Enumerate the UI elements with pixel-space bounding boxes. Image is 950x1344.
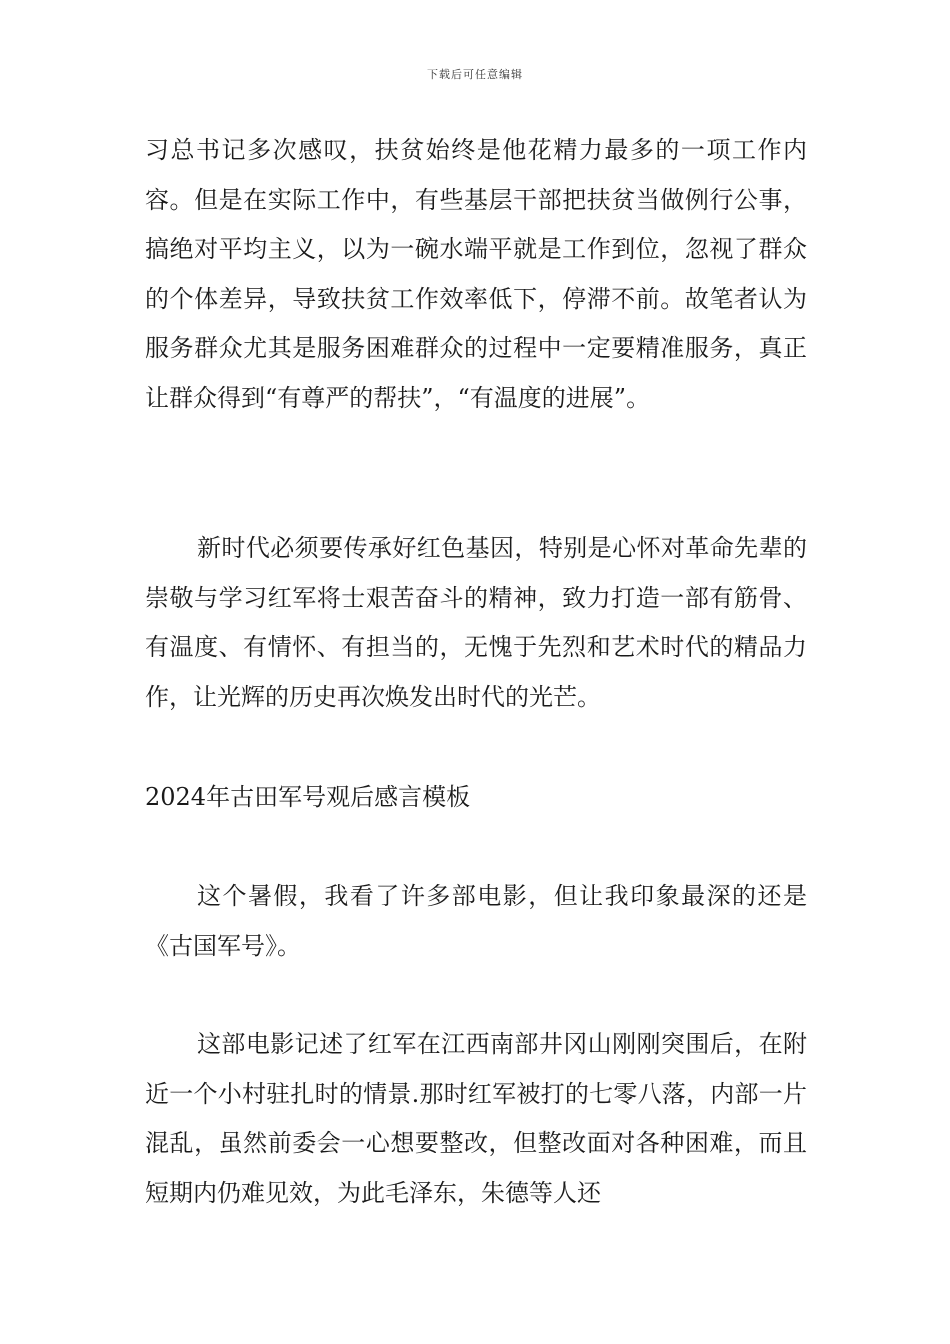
paragraph-1: 习总书记多次感叹，扶贫始终是他花精力最多的一项工作内容。但是在实际工作中，有些基层干部把扶贫当做例行公事，搞绝对平均主义，以为一碗水端平就是工作到位，忽视了群众的个体差异，导致扶贫工作效率低下，停滞不前。故笔者认为服务群众尤其是服务困难群众的过程中一定要精准服务，真正让群众得到“有尊严的帮扶”，“有温度的进展”。	[145, 136, 807, 412]
paragraph-2: 新时代必须要传承好红色基因，特别是心怀对革命先辈的崇敬与学习红军将士艰苦奋斗的精神，致力打造一部有筋骨、有温度、有情怀、有担当的，无愧于先烈和艺术时代的精品力作，让光辉的历史再次焕发出时代的光芒。	[145, 534, 807, 711]
page-header-note: 下载后可任意编辑	[427, 68, 523, 81]
paragraph-3: 这个暑假，我看了许多部电影，但让我印象最深的还是《古国军号》。	[145, 882, 807, 960]
section-title: 2024年古田军号观后感言模板	[145, 783, 471, 811]
paragraph-4: 这部电影记述了红军在江西南部井冈山刚刚突围后，在附近一个小村驻扎时的情景.那时红军被打的七零八落，内部一片混乱，虽然前委会一心想要整改，但整改面对各种困难，而且短期内仍难见效，为此毛泽东，朱德等人还	[145, 1030, 807, 1207]
